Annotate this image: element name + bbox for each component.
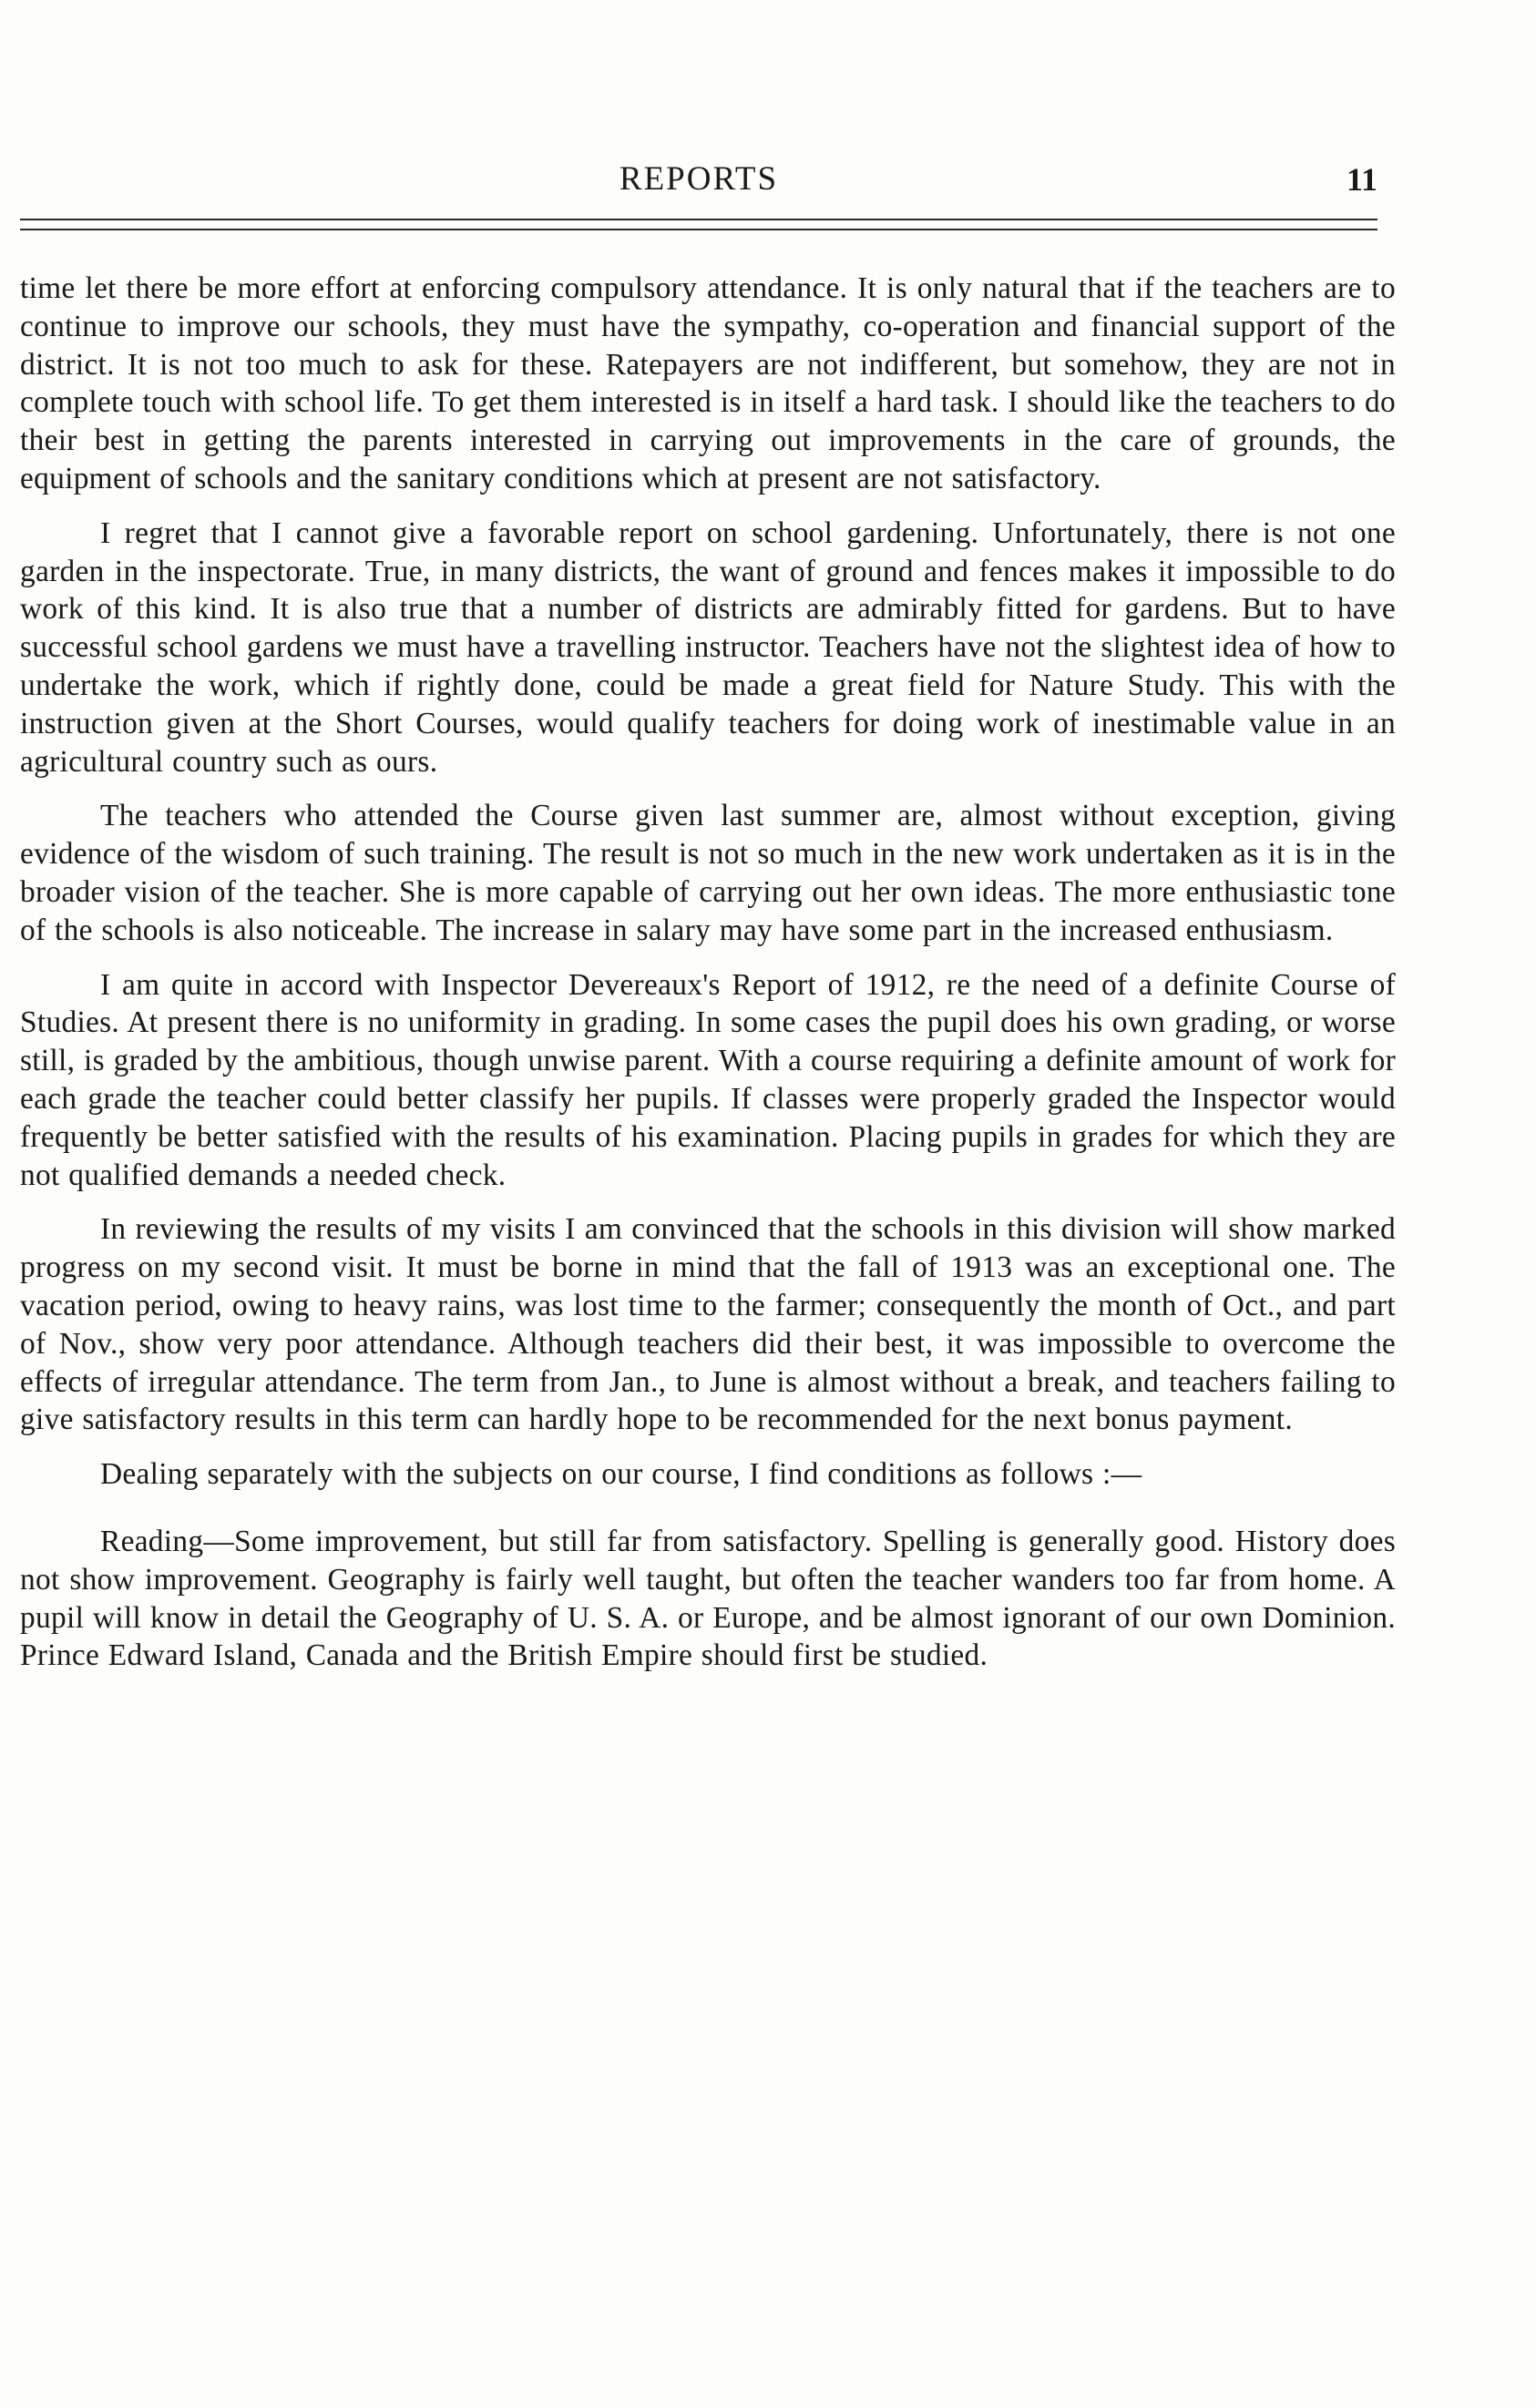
paragraph-school-gardening: I regret that I cannot give a favorable report on school gardening. Unfortunately, there is not one garden in the inspectorate. True, in many districts, the want of ground and fences makes it impossible to do work of this kind. It is also true that a number of districts are admirably fitted for gardens. But to have successful school gardens we must have a travelling instructor. Teachers have not the slightest idea of how to undertake the work, which if rightly done, could be made a great field for Nature Study. This with the instruction given at the Short Courses, would qualify teachers for doing work of inestimable value in an agricultural country such as ours. <box>20 515 1396 779</box>
body-text <box>20 270 1396 1691</box>
paragraph-summer-course: The teachers who attended the Course given last summer are, almost without exception, giving evidence of the wisdom of such training. The result is not so much in the new work undertaken as it is in the broader vision of the teacher. She is more capable of carrying out her own ideas. The more enthusiastic tone of the schools is also noticeable. The increase in salary may have some part in the increased enthusiasm. <box>20 799 1396 947</box>
paragraph-review-of-visits: In reviewing the results of my visits I am convinced that the schools in this division will show marked progress on my second visit. It must be borne in mind that the fall of 1913 was an exceptional one. The vacation period, owing to heavy rains, was lost time to the farmer; consequently the month of Oct., and part of Nov., show very poor attendance. Although teachers did their best, it was impossible to overcome the effects of irregular attendance. The term from Jan., to June is almost without a break, and teachers failing to give satisfactory results in this term can hardly hope to be recommended for the next bonus payment. <box>20 1212 1396 1437</box>
running-head: REPORTS <box>619 160 779 198</box>
header-rule-top <box>20 219 1377 220</box>
paragraph-attendance: time let there be more effort at enforcing compulsory attendance. It is only natural that if the teachers are to continue to improve our schools, they must have the sympathy, co-operation and financial support of the district. It is not too much to ask for these. Ratepayers are not indifferent, but somehow, they are not in complete touch with school life. To get them interested is in itself a hard task. I should like the teachers to do their best in getting the parents interested in carrying out improvements in the care of grounds, the equipment of schools and the sanitary conditions which at present are not satisfactory. <box>20 271 1396 495</box>
page-number: 11 <box>1346 161 1377 198</box>
page-header <box>20 157 1377 202</box>
paragraph-course-of-studies: I am quite in accord with Inspector Devereaux's Report of 1912, re the need of a definite Course of Studies. At present there is no uniformity in grading. In some cases the pupil does his own grading, or worse still, is graded by the ambitious, though unwise parent. With a course requiring a definite amount of work for each grade the teacher could better classify her pupils. If classes were properly graded the Inspector would frequently be better satisfied with the results of his examination. Placing pupils in grades for which they are not qualified demands a needed check. <box>20 967 1396 1192</box>
header-rule-bottom <box>20 229 1377 230</box>
paragraph-subjects-intro: Dealing separately with the subjects on our course, I find conditions as follows :— <box>100 1457 1142 1492</box>
paragraph-reading-subjects: Reading—Some improvement, but still far from satisfactory. Spelling is generally good. History does not show improvement. Geography is fairly well taught, but often the teacher wanders too far from home. A pupil will know in detail the Geography of U. S. A. or Europe, and be almost ignorant of our own Dominion. Prince Edward Island, Canada and the British Empire should first be studied. <box>20 1524 1396 1673</box>
